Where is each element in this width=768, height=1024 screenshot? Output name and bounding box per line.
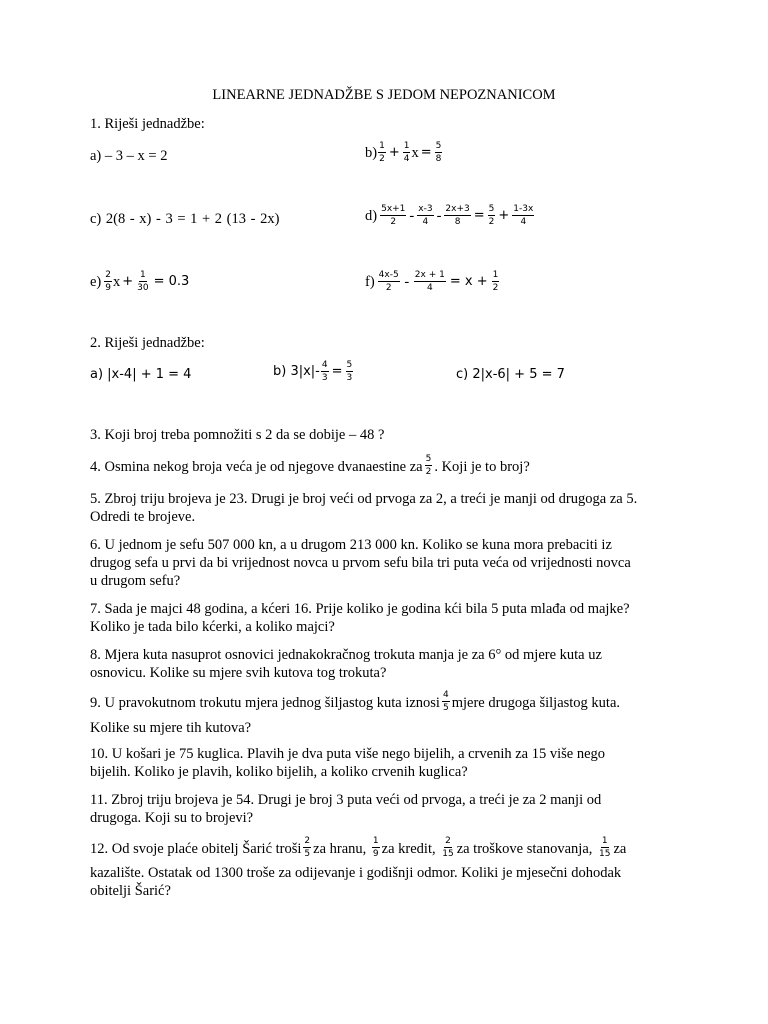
problem-12: 12. Od svoje plaće obitelj Šarić troši $\frac{2}{5}$ za hranu, $\frac{1}{9}$ za kredit, $\frac{2}{15}$ za troškove stanovanja, $\frac{1}{15}$ za kazalište. Ostatak od 1300 troše za odijevanje i godišnji odmor. Koliki je mjesečni dohodak obitelji Šarić? (90, 836, 627, 899)
problem-5: 5. Zbroj triju brojeva je 23. Drugi je broj veći od prvoga za 2, a treći je manji od drugoga za 5. Odredi te brojeve. (90, 491, 638, 525)
fraction: $\frac{2x + 1}{4}$ (414, 270, 445, 293)
fraction: $\frac{5x+1}{2}$ (381, 204, 406, 227)
section2-header: 2. Riješi jednadžbe: (90, 335, 205, 351)
problem-10: 10. U košari je 75 kuglica. Plavih je dva puta više nego bijelih, a crvenih za 15 više nego bijelih. Koliko je plavih, koliko bijelih, a koliko crvenih kuglica? (90, 746, 606, 780)
eq-1c: c) 2(8 - x) - 3 = 1 + 2 (13 - 2x) (90, 211, 280, 227)
section1-header: 1. Riješi jednadžbe: (90, 116, 205, 132)
fraction: $\frac{2}{5}$ (304, 836, 311, 859)
fraction: $\frac{5}{3}$ (346, 360, 353, 383)
eq-2b: b) 3|x|- $\frac{4}{3}$ = $\frac{5}{3}$ (273, 360, 353, 383)
problem-6: 6. U jednom je sefu 507 000 kn, a u drugom 213 000 kn. Koliko se kuna mora prebaciti iz drugog sefa u prvi da bi vrijednost novca u prvom sefu bila tri puta veća od vrijednosti novca u drugom sefu? (90, 537, 631, 589)
fraction: $\frac{1}{2}$ (492, 270, 499, 293)
problem-8: 8. Mjera kuta nasuprot osnovici jednakokračnog trokuta manja je za 6° od mjere kuta uz osnovicu. Kolike su mjere svih kutova tog trokuta? (90, 647, 602, 681)
eq-1a: a) – 3 – x = 2 (90, 148, 168, 164)
fraction: $\frac{1-3x}{4}$ (513, 204, 534, 227)
problem-7: 7. Sada je majci 48 godina, a kćeri 16. Prije koliko je godina kći bila 5 puta mlađa od majke? Koliko je tada bilo kćerki, a koliko majci? (90, 601, 630, 635)
fraction: $\frac{2}{15}$ (442, 836, 454, 859)
fraction: $\frac{5}{8}$ (435, 141, 442, 164)
eq-1d: d) $\frac{5x+1}{2}$ - $\frac{x-3}{4}$ - $\frac{2x+3}{8}$ = $\frac{5}{2}$ + $\frac{1-3x}{4}$ (365, 204, 534, 227)
problem-9: 9. U pravokutnom trokutu mjera jednog šiljastog kuta iznosi $\frac{4}{5}$ mjere drugoga šiljastog kuta. Kolike su mjere tih kutova? (90, 690, 621, 736)
fraction: $\frac{1}{2}$ (379, 141, 385, 164)
problem-3: 3. Koji broj treba pomnožiti s 2 da se dobije – 48 ? (90, 427, 385, 443)
eq-1e: e) $\frac{2}{9}$ x + $\frac{1}{30}$ = 0.3 (90, 270, 190, 293)
fraction: $\frac{1}{4}$ (403, 141, 410, 164)
fraction: $\frac{2x+3}{8}$ (445, 204, 470, 227)
fraction: $\frac{4}{5}$ (442, 690, 449, 713)
fraction: $\frac{5}{2}$ (425, 454, 432, 477)
fraction: $\frac{x-3}{4}$ (418, 204, 433, 227)
fraction: $\frac{4x-5}{2}$ (378, 270, 399, 293)
eq-label: b) (365, 144, 378, 161)
fraction: $\frac{2}{9}$ (105, 270, 111, 293)
fraction: $\frac{1}{9}$ (372, 836, 379, 859)
problem-11: 11. Zbroj triju brojeva je 54. Drugi je broj 3 puta veći od prvoga, a treći je za 2 manji od drugoga. Koji su to brojevi? (90, 792, 602, 826)
problem-4: 4. Osmina nekog broja veća je od njegove dvanaestine za $\frac{5}{2}$ . Koji je to broj? (90, 454, 530, 477)
fraction: $\frac{1}{30}$ (137, 270, 149, 293)
fraction: $\frac{5}{2}$ (488, 204, 495, 227)
eq-1f: f) $\frac{4x-5}{2}$ - $\frac{2x + 1}{4}$ = x + $\frac{1}{2}$ (365, 270, 499, 293)
eq-2a: a) |x-4| + 1 = 4 (90, 367, 192, 382)
fraction: $\frac{4}{3}$ (321, 360, 328, 383)
page-title: LINEARNE JEDNADŽBE S JEDOM NEPOZNANICOM (212, 87, 556, 103)
eq-1b: b) $\frac{1}{2}$ + $\frac{1}{4}$ x = $\frac{5}{8}$ (365, 141, 442, 164)
eq-2c: c) 2|x-6| + 5 = 7 (456, 367, 565, 382)
fraction: $\frac{1}{15}$ (599, 836, 611, 859)
